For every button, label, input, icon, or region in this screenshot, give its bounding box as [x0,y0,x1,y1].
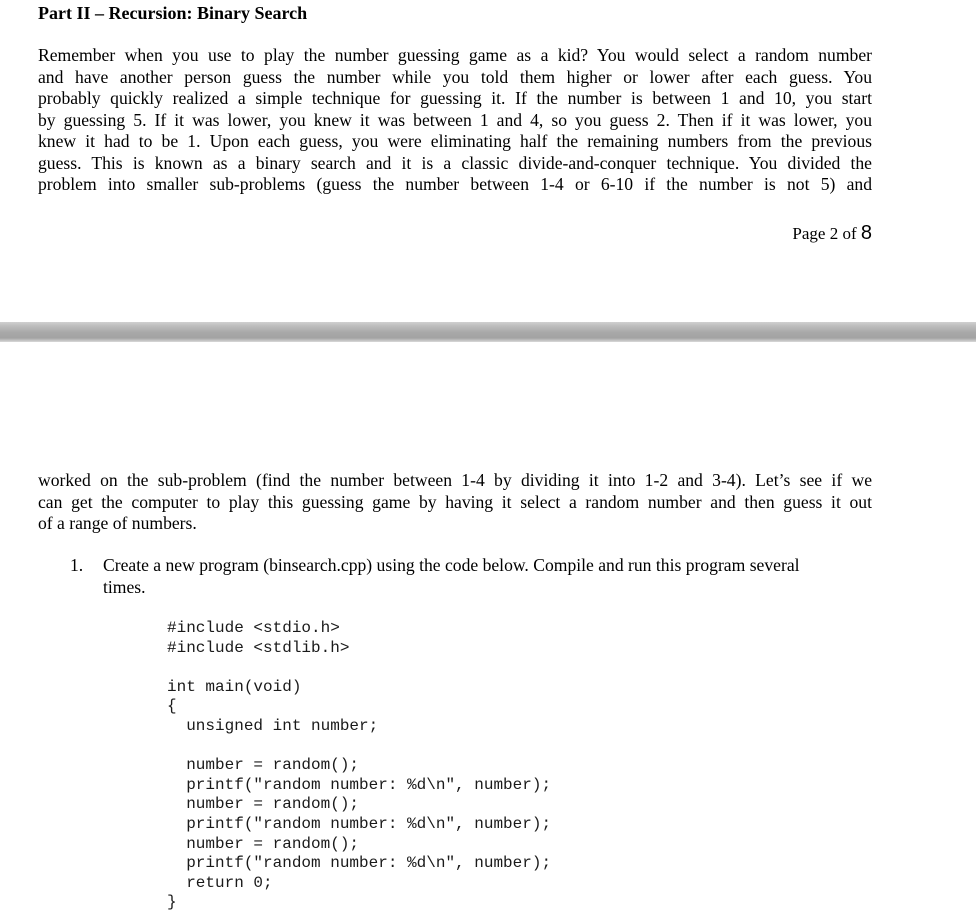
code-line: } [167,893,177,912]
paragraph-line: and have another person guess the number while you told them higher or lower after each guess. You [38,66,872,87]
code-line: printf("random number: %d\n", number); [167,854,552,873]
code-line: number = random(); [167,795,360,814]
code-block [167,619,551,913]
intro-paragraph [38,45,872,196]
page-number-prefix: Page 2 of [792,224,861,243]
paragraph-line: problem into smaller sub-problems (guess the number between 1-4 or 6-10 if the number is not 5) and [38,174,872,194]
code-line: return 0; [167,873,273,892]
list-item-line: Create a new program (binsearch.cpp) using the code below. Compile and run this program several [103,555,800,575]
code-line: int main(void) [167,677,302,696]
paragraph-line: guess. This is known as a binary search and it is a classic divide-and-conquer technique. You divided the [38,152,872,173]
paragraph-line: worked on the sub-problem (find the number between 1-4 by dividing it into 1-2 and 3-4). Let’s see if we [38,470,872,490]
continuation-paragraph [38,470,872,535]
code-line: #include <stdio.h> [167,619,340,637]
code-line: printf("random number: %d\n", number); [167,814,552,833]
code-line: number = random(); [167,756,360,775]
code-line [167,737,551,757]
paragraph-line: by guessing 5. If it was lower, you knew it was between 1 and 4, so you guess 2. Then if it was lower, you [38,109,872,130]
list-item-text [103,555,893,598]
code-line [167,658,551,678]
paragraph-line: knew it had to be 1. Upon each guess, you were eliminating half the remaining numbers from the previous [38,131,872,151]
section-heading: Part II – Recursion: Binary Search [38,3,308,23]
list-item-number: 1. [70,555,84,575]
paragraph-line: can get the computer to play this guessing game by having it select a random number and then guess it out [38,491,872,512]
page-number-total: 8 [860,222,872,244]
list-item-line: times. [103,576,146,597]
page-number [792,222,872,245]
page-break-divider [0,322,976,342]
code-line: { [167,697,177,716]
code-line: number = random(); [167,834,360,853]
paragraph-line: Remember when you use to play the number guessing game as a kid? You would select a random number [38,45,872,65]
code-line: unsigned int number; [167,716,379,735]
paragraph-line: of a range of numbers. [38,513,197,533]
code-line: printf("random number: %d\n", number); [167,775,552,794]
paragraph-line: probably quickly realized a simple technique for guessing it. If the number is between 1 and 10, you start [38,88,872,108]
code-line: #include <stdlib.h> [167,638,350,657]
